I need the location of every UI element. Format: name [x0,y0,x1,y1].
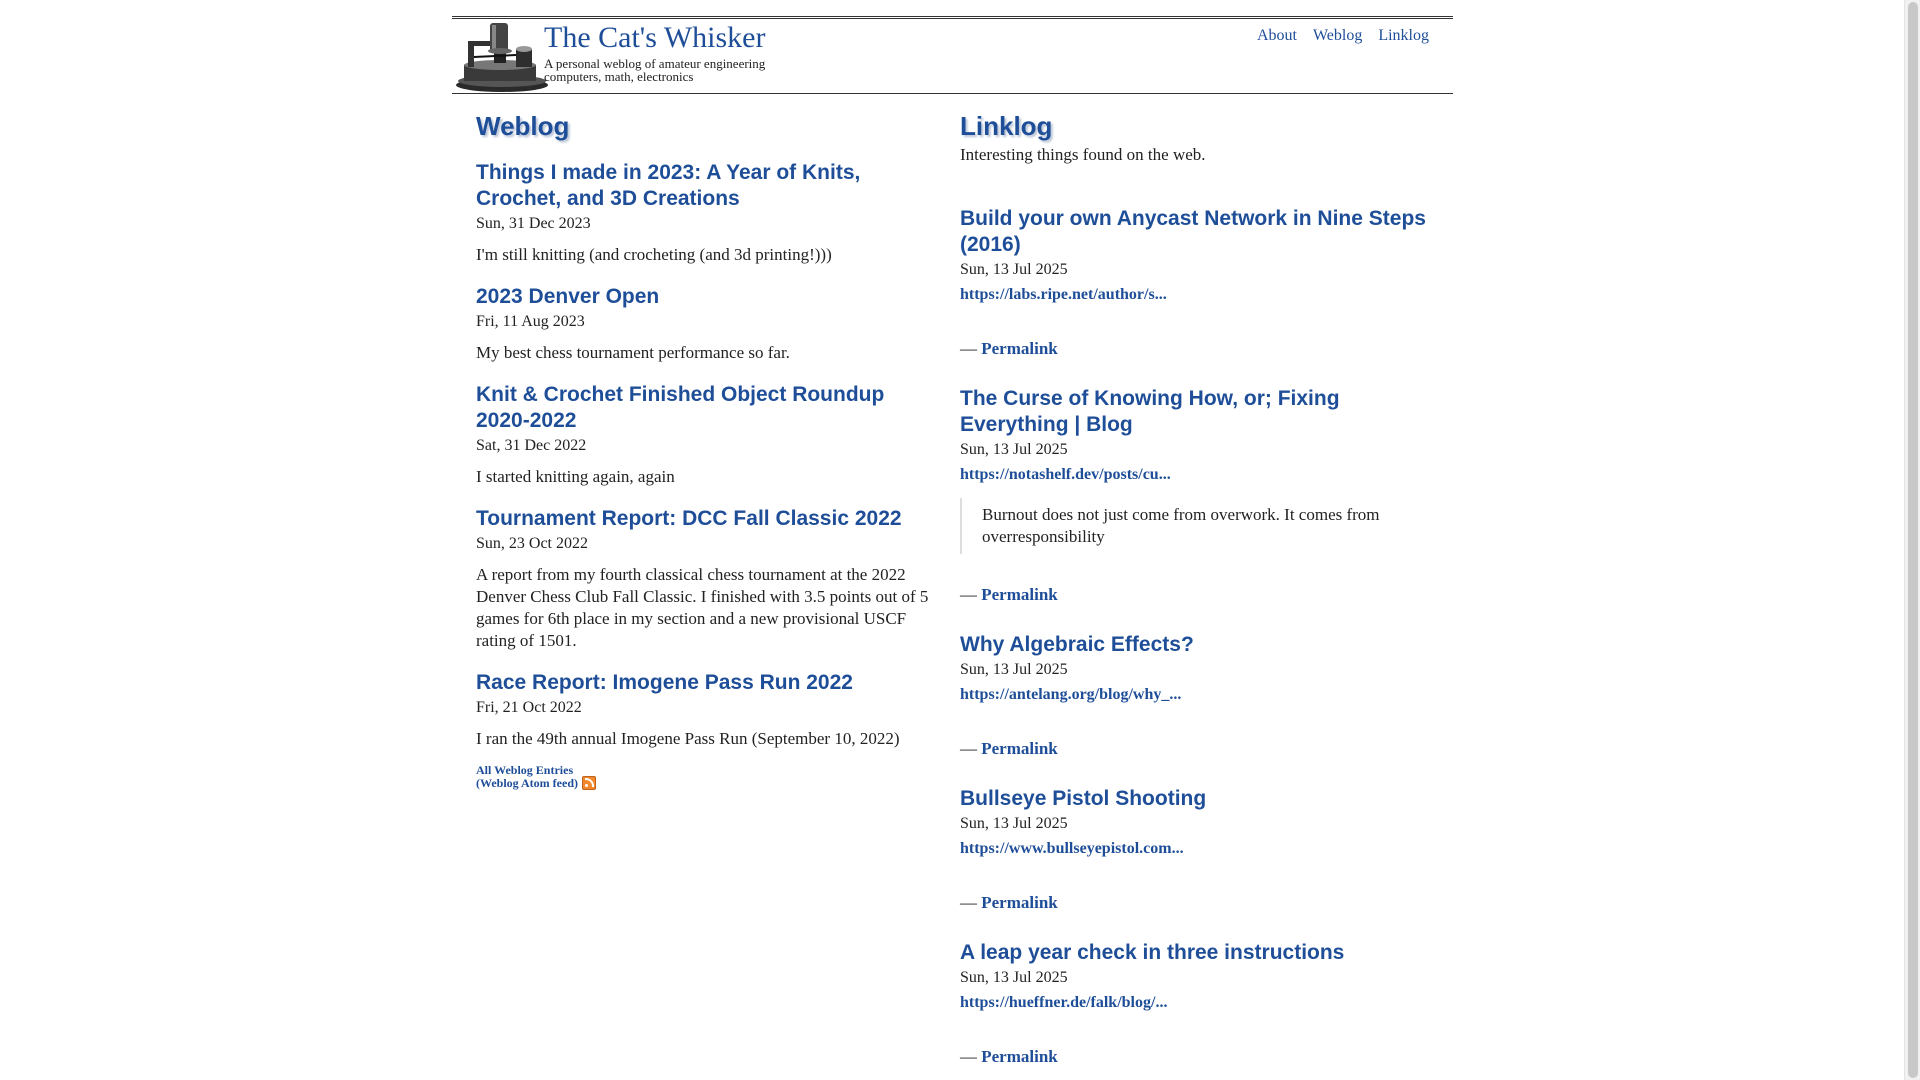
weblog-entry-date: Fri, 11 Aug 2023 [476,313,585,330]
weblog-entry-date: Sun, 23 Oct 2022 [476,535,588,552]
permalink-row [960,738,1440,760]
linklog-entry-date: Sun, 13 Jul 2025 [960,261,1068,278]
linklog-column [960,111,1440,1068]
weblog-entry-title[interactable]: Things I made in 2023: A Year of Knits, Crochet, and 3D Creations [476,161,861,210]
linklog-entry-date: Sun, 13 Jul 2025 [960,661,1068,678]
cats-whisker-logo[interactable] [454,21,550,93]
permalink-link[interactable]: Permalink [981,339,1058,358]
scrollbar-thumb[interactable] [1908,2,1918,1078]
linklog-entry-title[interactable]: Why Algebraic Effects? [960,633,1194,656]
linklog-entry-date: Sun, 13 Jul 2025 [960,969,1068,986]
linklog-entry-url[interactable]: https://labs.ripe.net/author/s... [960,286,1167,303]
all-entries-block [476,764,936,790]
permalink-row [960,338,1440,360]
weblog-entry-title[interactable]: 2023 Denver Open [476,285,660,308]
linklog-entry-date: Sun, 13 Jul 2025 [960,815,1068,832]
page [452,16,1453,1066]
linklog-heading: Linklog [960,111,1053,141]
linklog-entry-date: Sun, 13 Jul 2025 [960,441,1068,458]
weblog-entry-date: Fri, 21 Oct 2022 [476,699,582,716]
site-header [452,16,1453,94]
weblog-entry-date: Sun, 31 Dec 2023 [476,215,591,232]
weblog-column [476,111,936,790]
linklog-entry-title[interactable]: Bullseye Pistol Shooting [960,787,1207,810]
top-nav [1241,27,1429,45]
weblog-entry-summary: I'm still knitting (and crocheting (and 3d printing!))) [476,245,832,264]
weblog-heading: Weblog [476,111,570,141]
linklog-entry [960,940,1440,1068]
permalink-link[interactable]: Permalink [981,1047,1058,1066]
permalink-link[interactable]: Permalink [981,893,1058,912]
vertical-scrollbar[interactable] [1904,0,1920,1080]
weblog-atom-feed-link[interactable]: (Weblog Atom feed) [476,776,578,790]
linklog-entry-url[interactable]: https://www.bullseyepistol.com... [960,840,1184,857]
permalink-link[interactable]: Permalink [981,585,1058,604]
linklog-entry-quote: Burnout does not just come from overwork. It comes from overresponsibility [960,498,1440,554]
weblog-entry-title[interactable]: Tournament Report: DCC Fall Classic 2022 [476,507,902,530]
weblog-entry [476,160,936,266]
linklog-entry-title[interactable]: The Curse of Knowing How, or; Fixing Everything | Blog [960,387,1340,436]
permalink-dash: — [960,739,977,758]
permalink-row [960,892,1440,914]
weblog-entry-date: Sat, 31 Dec 2022 [476,437,587,454]
linklog-entry-url[interactable]: https://antelang.org/blog/why_... [960,686,1182,703]
linklog-entry [960,206,1440,360]
weblog-entry-summary: A report from my fourth classical chess tournament at the 2022 Denver Chess Club Fall Classic. I finished with 3.5 points out of 5 games for 6th place in my section and a new provisional USCF rating of 1501. [476,565,929,650]
weblog-entry [476,506,936,652]
permalink-link[interactable]: Permalink [981,739,1058,758]
weblog-entry [476,382,936,488]
weblog-entry-title[interactable]: Knit & Crochet Finished Object Roundup 2020-2022 [476,383,885,432]
weblog-entry-summary: I ran the 49th annual Imogene Pass Run (September 10, 2022) [476,729,900,748]
linklog-entry [960,632,1440,760]
linklog-entry [960,386,1440,606]
nav-linklog-link[interactable]: Linklog [1378,27,1429,44]
permalink-dash: — [960,585,977,604]
permalink-dash: — [960,1047,977,1066]
rss-feed-icon[interactable] [582,776,596,790]
site-tagline: A personal weblog of amateur engineering computers, math, electronics [544,56,766,84]
nav-about-link[interactable]: About [1256,27,1297,44]
permalink-dash: — [960,339,977,358]
weblog-entry-summary: I started knitting again, again [476,467,675,486]
weblog-entry-title[interactable]: Race Report: Imogene Pass Run 2022 [476,671,853,694]
linklog-subtitle: Interesting things found on the web. [960,145,1206,164]
permalink-row [960,1046,1440,1068]
linklog-entry-url[interactable]: https://notashelf.dev/posts/cu... [960,466,1171,483]
permalink-dash: — [960,893,977,912]
nav-weblog-link[interactable]: Weblog [1312,27,1363,44]
weblog-entry-summary: My best chess tournament performance so far. [476,343,790,362]
all-weblog-entries-link[interactable]: All Weblog Entries [476,763,574,777]
weblog-entry [476,284,936,364]
weblog-entry [476,670,936,750]
linklog-entry-url[interactable]: https://hueffner.de/falk/blog/... [960,994,1168,1011]
linklog-entry [960,786,1440,914]
site-title[interactable]: The Cat's Whisker [544,21,766,54]
linklog-entry-title[interactable]: Build your own Anycast Network in Nine Steps (2016) [960,207,1426,256]
permalink-row [960,584,1440,606]
linklog-entry-title[interactable]: A leap year check in three instructions [960,941,1345,964]
